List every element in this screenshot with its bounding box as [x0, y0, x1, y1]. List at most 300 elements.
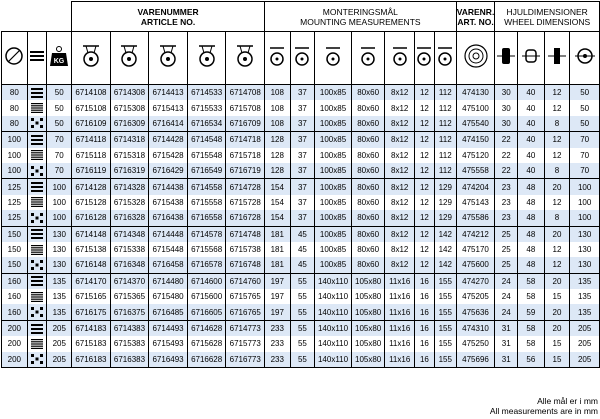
- table-cell: 6716493: [149, 352, 188, 368]
- table-cell: 8x12: [385, 132, 415, 148]
- table-cell: 100: [570, 195, 600, 210]
- table-cell: 6716438: [149, 210, 188, 226]
- table-cell: 112: [434, 148, 456, 163]
- table-cell: 37: [290, 100, 315, 115]
- table-cell: 100: [570, 179, 600, 195]
- table-cell: 6716458: [149, 257, 188, 273]
- hub-length-icon: [518, 32, 545, 85]
- table-cell: 112: [434, 163, 456, 179]
- table-cell: 70: [47, 163, 72, 179]
- tread-solid-icon: [27, 132, 47, 148]
- table-cell: 130: [570, 257, 600, 273]
- table-cell: 40: [518, 100, 545, 115]
- table-cell: 100: [2, 132, 28, 148]
- tread-ribbed-icon: [27, 195, 47, 210]
- table-cell: 100x85: [315, 195, 352, 210]
- table-cell: 105x80: [351, 289, 385, 304]
- table-cell: 12: [414, 85, 434, 101]
- table-cell: 16: [414, 352, 434, 368]
- table-cell: 475100: [456, 100, 495, 115]
- table-cell: 80x60: [351, 210, 385, 226]
- table-cell: 475120: [456, 148, 495, 163]
- table-cell: 6716605: [187, 304, 226, 320]
- table-cell: 11x16: [385, 352, 415, 368]
- table-cell: 15: [544, 289, 570, 304]
- table-cell: 6714370: [110, 273, 149, 289]
- table-cell: 140x110: [315, 304, 352, 320]
- table-row: [2, 242, 600, 257]
- table-cell: 474204: [456, 179, 495, 195]
- table-cell: 6716765: [226, 304, 265, 320]
- table-cell: 8: [544, 116, 570, 132]
- table-cell: 16: [414, 273, 434, 289]
- table-cell: 23: [495, 195, 518, 210]
- table-row: [2, 257, 600, 273]
- hole-distance-icon: [351, 32, 385, 85]
- table-cell: 129: [434, 179, 456, 195]
- table-cell: 6715533: [187, 100, 226, 115]
- table-cell: 6716485: [149, 304, 188, 320]
- table-cell: 108: [265, 100, 291, 115]
- tread-type-icon: [27, 32, 47, 85]
- table-cell: 125: [2, 195, 28, 210]
- table-cell: 70: [47, 148, 72, 163]
- table-cell: 16: [414, 304, 434, 320]
- table-cell: 6716119: [72, 163, 111, 179]
- swivel-castor-icon: [72, 32, 111, 85]
- table-cell: 6714170: [72, 273, 111, 289]
- table-cell: 55: [290, 320, 315, 336]
- table-cell: 100x85: [315, 226, 352, 242]
- table-cell: 6716429: [149, 163, 188, 179]
- table-cell: 24: [495, 273, 518, 289]
- table-cell: 40: [518, 163, 545, 179]
- table-cell: 140x110: [315, 289, 352, 304]
- table-cell: 50: [570, 116, 600, 132]
- table-cell: 100x85: [315, 132, 352, 148]
- table-cell: 40: [518, 148, 545, 163]
- table-cell: 6715448: [149, 242, 188, 257]
- table-cell: 40: [518, 132, 545, 148]
- wheel-diameter-icon: [2, 32, 28, 85]
- table-cell: 31: [495, 320, 518, 336]
- table-cell: 8x12: [385, 100, 415, 115]
- table-row: [2, 210, 600, 226]
- table-cell: 135: [570, 289, 600, 304]
- table-cell: 6716534: [187, 116, 226, 132]
- table-cell: 8x12: [385, 210, 415, 226]
- table-cell: 6714578: [187, 226, 226, 242]
- table-cell: 6716728: [226, 210, 265, 226]
- table-cell: 155: [434, 289, 456, 304]
- table-cell: 80x60: [351, 257, 385, 273]
- tread-solid-icon: [27, 320, 47, 336]
- table-row: [2, 179, 600, 195]
- table-cell: 50: [47, 85, 72, 101]
- table-cell: 105x80: [351, 336, 385, 351]
- table-cell: 155: [434, 336, 456, 351]
- table-cell: 100: [47, 195, 72, 210]
- tread-dotted-icon: [27, 163, 47, 179]
- table-cell: 112: [434, 85, 456, 101]
- tread-dotted-icon: [27, 116, 47, 132]
- table-cell: 12: [414, 116, 434, 132]
- table-cell: 100x85: [315, 100, 352, 115]
- table-cell: 80x60: [351, 179, 385, 195]
- table-cell: 20: [544, 226, 570, 242]
- svg-text:KG: KG: [54, 57, 65, 65]
- axle-diameter-icon: [544, 32, 570, 85]
- table-cell: 129: [434, 195, 456, 210]
- table-cell: 11x16: [385, 336, 415, 351]
- table-row: [2, 304, 600, 320]
- table-cell: 12: [414, 163, 434, 179]
- table-cell: 8x12: [385, 195, 415, 210]
- table-cell: 200: [2, 336, 28, 351]
- table-cell: 20: [544, 304, 570, 320]
- mounting-header: MONTERINGSMÅL MOUNTING MEASUREMENTS: [265, 2, 457, 32]
- table-cell: 6715118: [72, 148, 111, 163]
- table-cell: 6715413: [149, 100, 188, 115]
- table-cell: 58: [518, 336, 545, 351]
- bolt-size-icon: [385, 32, 415, 85]
- table-cell: 130: [570, 242, 600, 257]
- table-cell: 8x12: [385, 242, 415, 257]
- table-cell: 12: [544, 195, 570, 210]
- table-cell: 8: [544, 210, 570, 226]
- tread-solid-icon: [27, 85, 47, 101]
- table-cell: 6716558: [187, 210, 226, 226]
- table-cell: 135: [47, 289, 72, 304]
- table-cell: 205: [570, 336, 600, 351]
- table-cell: 56: [518, 352, 545, 368]
- table-cell: 12: [414, 210, 434, 226]
- table-cell: 474130: [456, 85, 495, 101]
- table-cell: 6714558: [187, 179, 226, 195]
- table-cell: 100x85: [315, 257, 352, 273]
- table-cell: 475250: [456, 336, 495, 351]
- table-cell: 474270: [456, 273, 495, 289]
- table-cell: 80x60: [351, 85, 385, 101]
- table-cell: 128: [265, 132, 291, 148]
- table-cell: 8x12: [385, 116, 415, 132]
- table-cell: 12: [544, 85, 570, 101]
- table-cell: 475170: [456, 242, 495, 257]
- table-row: [2, 320, 600, 336]
- table-cell: 6714428: [149, 132, 188, 148]
- table-cell: 48: [518, 195, 545, 210]
- table-cell: 135: [570, 273, 600, 289]
- tread-solid-icon: [27, 226, 47, 242]
- table-cell: 474212: [456, 226, 495, 242]
- table-cell: 150: [2, 226, 28, 242]
- wheel-front-icon: [456, 32, 495, 85]
- table-row: [2, 132, 600, 148]
- swivel-castor-alt-icon: [187, 32, 226, 85]
- table-cell: 6715428: [149, 148, 188, 163]
- table-cell: 181: [265, 242, 291, 257]
- table-cell: 6714118: [72, 132, 111, 148]
- table-cell: 25: [495, 242, 518, 257]
- load-kg-icon: [47, 32, 72, 85]
- table-cell: 6716328: [110, 210, 149, 226]
- table-cell: 6715600: [187, 289, 226, 304]
- table-cell: 100x85: [315, 85, 352, 101]
- table-cell: 150: [2, 257, 28, 273]
- table-cell: 6714108: [72, 85, 111, 101]
- table-cell: 100x85: [315, 242, 352, 257]
- table-cell: 55: [290, 352, 315, 368]
- table-cell: 70: [570, 148, 600, 163]
- table-cell: 31: [495, 352, 518, 368]
- table-cell: 197: [265, 273, 291, 289]
- table-cell: 108: [265, 116, 291, 132]
- table-cell: 12: [544, 100, 570, 115]
- table-cell: 100: [2, 148, 28, 163]
- table-cell: 125: [2, 210, 28, 226]
- table-cell: 6715128: [72, 195, 111, 210]
- table-cell: 50: [570, 85, 600, 101]
- table-cell: 140x110: [315, 320, 352, 336]
- table-cell: 6715548: [187, 148, 226, 163]
- table-row: [2, 352, 600, 368]
- table-cell: 100x85: [315, 210, 352, 226]
- table-cell: 12: [414, 257, 434, 273]
- table-row: [2, 289, 600, 304]
- table-cell: 6714148: [72, 226, 111, 242]
- table-cell: 130: [47, 226, 72, 242]
- table-cell: 80x60: [351, 242, 385, 257]
- table-cell: 135: [47, 304, 72, 320]
- table-cell: 6715568: [187, 242, 226, 257]
- table-cell: 233: [265, 352, 291, 368]
- table-cell: 200: [2, 320, 28, 336]
- table-cell: 100x85: [315, 179, 352, 195]
- table-cell: 6715628: [187, 336, 226, 351]
- table-cell: 6714308: [110, 85, 149, 101]
- table-cell: 6714533: [187, 85, 226, 101]
- table-cell: 16: [414, 336, 434, 351]
- table-cell: 25: [495, 226, 518, 242]
- table-cell: 6716578: [187, 257, 226, 273]
- tread-ribbed-icon: [27, 289, 47, 304]
- footer-note: Alle mål er i mm All measurements are in mm: [489, 396, 598, 416]
- table-cell: 55: [290, 336, 315, 351]
- table-cell: 6716748: [226, 257, 265, 273]
- table-cell: 80x60: [351, 226, 385, 242]
- table-cell: 160: [2, 273, 28, 289]
- table-cell: 37: [290, 148, 315, 163]
- table-cell: 11x16: [385, 289, 415, 304]
- varenr-header: VARENR. ART. NO.: [456, 2, 495, 32]
- table-cell: 37: [290, 179, 315, 195]
- table-cell: 100: [47, 179, 72, 195]
- table-cell: 197: [265, 289, 291, 304]
- table-cell: 58: [518, 320, 545, 336]
- table-cell: 6714448: [149, 226, 188, 242]
- table-cell: 6715365: [110, 289, 149, 304]
- tread-dotted-icon: [27, 304, 47, 320]
- table-cell: 16: [414, 289, 434, 304]
- table-cell: 6716414: [149, 116, 188, 132]
- table-row: [2, 163, 600, 179]
- table-cell: 24: [495, 304, 518, 320]
- table-cell: 154: [265, 195, 291, 210]
- table-cell: 6715493: [149, 336, 188, 351]
- table-row: [2, 116, 600, 132]
- table-cell: 205: [47, 352, 72, 368]
- table-cell: 24: [495, 289, 518, 304]
- table-cell: 100x85: [315, 163, 352, 179]
- table-cell: 12: [414, 179, 434, 195]
- table-cell: 80x60: [351, 195, 385, 210]
- table-cell: 40: [518, 116, 545, 132]
- table-cell: 55: [290, 289, 315, 304]
- plate-size-icon: [315, 32, 352, 85]
- table-cell: 6715183: [72, 336, 111, 351]
- table-cell: 6715773: [226, 336, 265, 351]
- table-cell: 6716128: [72, 210, 111, 226]
- table-cell: 12: [414, 226, 434, 242]
- table-cell: 48: [518, 210, 545, 226]
- table-cell: 6716309: [110, 116, 149, 132]
- table-cell: 45: [290, 242, 315, 257]
- table-cell: 6716375: [110, 304, 149, 320]
- table-cell: 11x16: [385, 320, 415, 336]
- table-cell: 6714773: [226, 320, 265, 336]
- table-cell: 80x60: [351, 100, 385, 115]
- table-cell: 80x60: [351, 148, 385, 163]
- swivel-brake-castor-icon: [110, 32, 149, 85]
- table-cell: 100: [570, 210, 600, 226]
- table-cell: 205: [47, 320, 72, 336]
- table-cell: 6714480: [149, 273, 188, 289]
- table-cell: 22: [495, 163, 518, 179]
- table-cell: 475600: [456, 257, 495, 273]
- table-cell: 48: [518, 179, 545, 195]
- table-cell: 6714493: [149, 320, 188, 336]
- table-cell: 6714383: [110, 320, 149, 336]
- table-cell: 160: [2, 304, 28, 320]
- table-cell: 6714328: [110, 179, 149, 195]
- table-cell: 140x110: [315, 273, 352, 289]
- table-cell: 8x12: [385, 226, 415, 242]
- table-cell: 475586: [456, 210, 495, 226]
- table-cell: 6716709: [226, 116, 265, 132]
- table-cell: 475558: [456, 163, 495, 179]
- table-cell: 70: [570, 163, 600, 179]
- table-cell: 6715480: [149, 289, 188, 304]
- table-cell: 108: [265, 85, 291, 101]
- table-row: [2, 336, 600, 351]
- table-cell: 45: [290, 257, 315, 273]
- table-cell: 37: [290, 163, 315, 179]
- table-cell: 30: [495, 116, 518, 132]
- article-header: VARENUMMER ARTICLE NO.: [72, 2, 265, 32]
- table-cell: 8x12: [385, 179, 415, 195]
- table-cell: 15: [544, 352, 570, 368]
- tread-solid-icon: [27, 179, 47, 195]
- table-row: [2, 226, 600, 242]
- table-cell: 12: [414, 195, 434, 210]
- table-cell: 80x60: [351, 163, 385, 179]
- table-cell: 12: [544, 148, 570, 163]
- table-cell: 12: [414, 100, 434, 115]
- table-cell: 50: [47, 100, 72, 115]
- table-cell: 128: [265, 148, 291, 163]
- table-cell: 23: [495, 210, 518, 226]
- table-cell: 474310: [456, 320, 495, 336]
- table-cell: 12: [544, 132, 570, 148]
- table-cell: 16: [414, 320, 434, 336]
- table-cell: 6715708: [226, 100, 265, 115]
- table-cell: 475636: [456, 304, 495, 320]
- table-cell: 30: [495, 85, 518, 101]
- table-cell: 6714548: [187, 132, 226, 148]
- table-cell: 6715738: [226, 242, 265, 257]
- tread-ribbed-icon: [27, 100, 47, 115]
- bore-icon: [570, 32, 600, 85]
- table-cell: 205: [570, 352, 600, 368]
- table-cell: 59: [518, 304, 545, 320]
- tread-dotted-icon: [27, 352, 47, 368]
- swivel-brake-alt-icon: [226, 32, 265, 85]
- wheel-header: HJULDIMENSIONER WHEEL DIMENSIONS: [495, 2, 600, 32]
- table-cell: 80: [2, 116, 28, 132]
- table-cell: 6715165: [72, 289, 111, 304]
- table-cell: 6716109: [72, 116, 111, 132]
- tread-ribbed-icon: [27, 148, 47, 163]
- table-cell: 22: [495, 132, 518, 148]
- table-cell: 6716773: [226, 352, 265, 368]
- table-cell: 112: [434, 100, 456, 115]
- table-cell: 155: [434, 273, 456, 289]
- table-cell: 6716719: [226, 163, 265, 179]
- table-cell: 6714318: [110, 132, 149, 148]
- table-cell: 48: [518, 226, 545, 242]
- table-cell: 22: [495, 148, 518, 163]
- tread-ribbed-icon: [27, 336, 47, 351]
- table-row: [2, 148, 600, 163]
- table-cell: 154: [265, 179, 291, 195]
- table-cell: 6716175: [72, 304, 111, 320]
- table-cell: 12: [414, 132, 434, 148]
- table-row: [2, 100, 600, 115]
- table-cell: 205: [47, 336, 72, 351]
- tread-ribbed-icon: [27, 242, 47, 257]
- table-cell: 30: [495, 100, 518, 115]
- table-cell: 129: [434, 210, 456, 226]
- table-cell: 6714748: [226, 226, 265, 242]
- table-cell: 475696: [456, 352, 495, 368]
- table-cell: 155: [434, 304, 456, 320]
- table-cell: 37: [290, 132, 315, 148]
- table-cell: 12: [544, 257, 570, 273]
- table-cell: 15: [544, 336, 570, 351]
- product-table: [1, 1, 600, 368]
- table-cell: 70: [570, 132, 600, 148]
- table-cell: 20: [544, 179, 570, 195]
- table-cell: 48: [518, 257, 545, 273]
- table-cell: 474150: [456, 132, 495, 148]
- table-cell: 100: [2, 163, 28, 179]
- table-cell: 80: [2, 100, 28, 115]
- table-cell: 55: [290, 304, 315, 320]
- table-cell: 105x80: [351, 320, 385, 336]
- table-cell: 6715138: [72, 242, 111, 257]
- table-cell: 155: [434, 352, 456, 368]
- table-cell: 37: [290, 195, 315, 210]
